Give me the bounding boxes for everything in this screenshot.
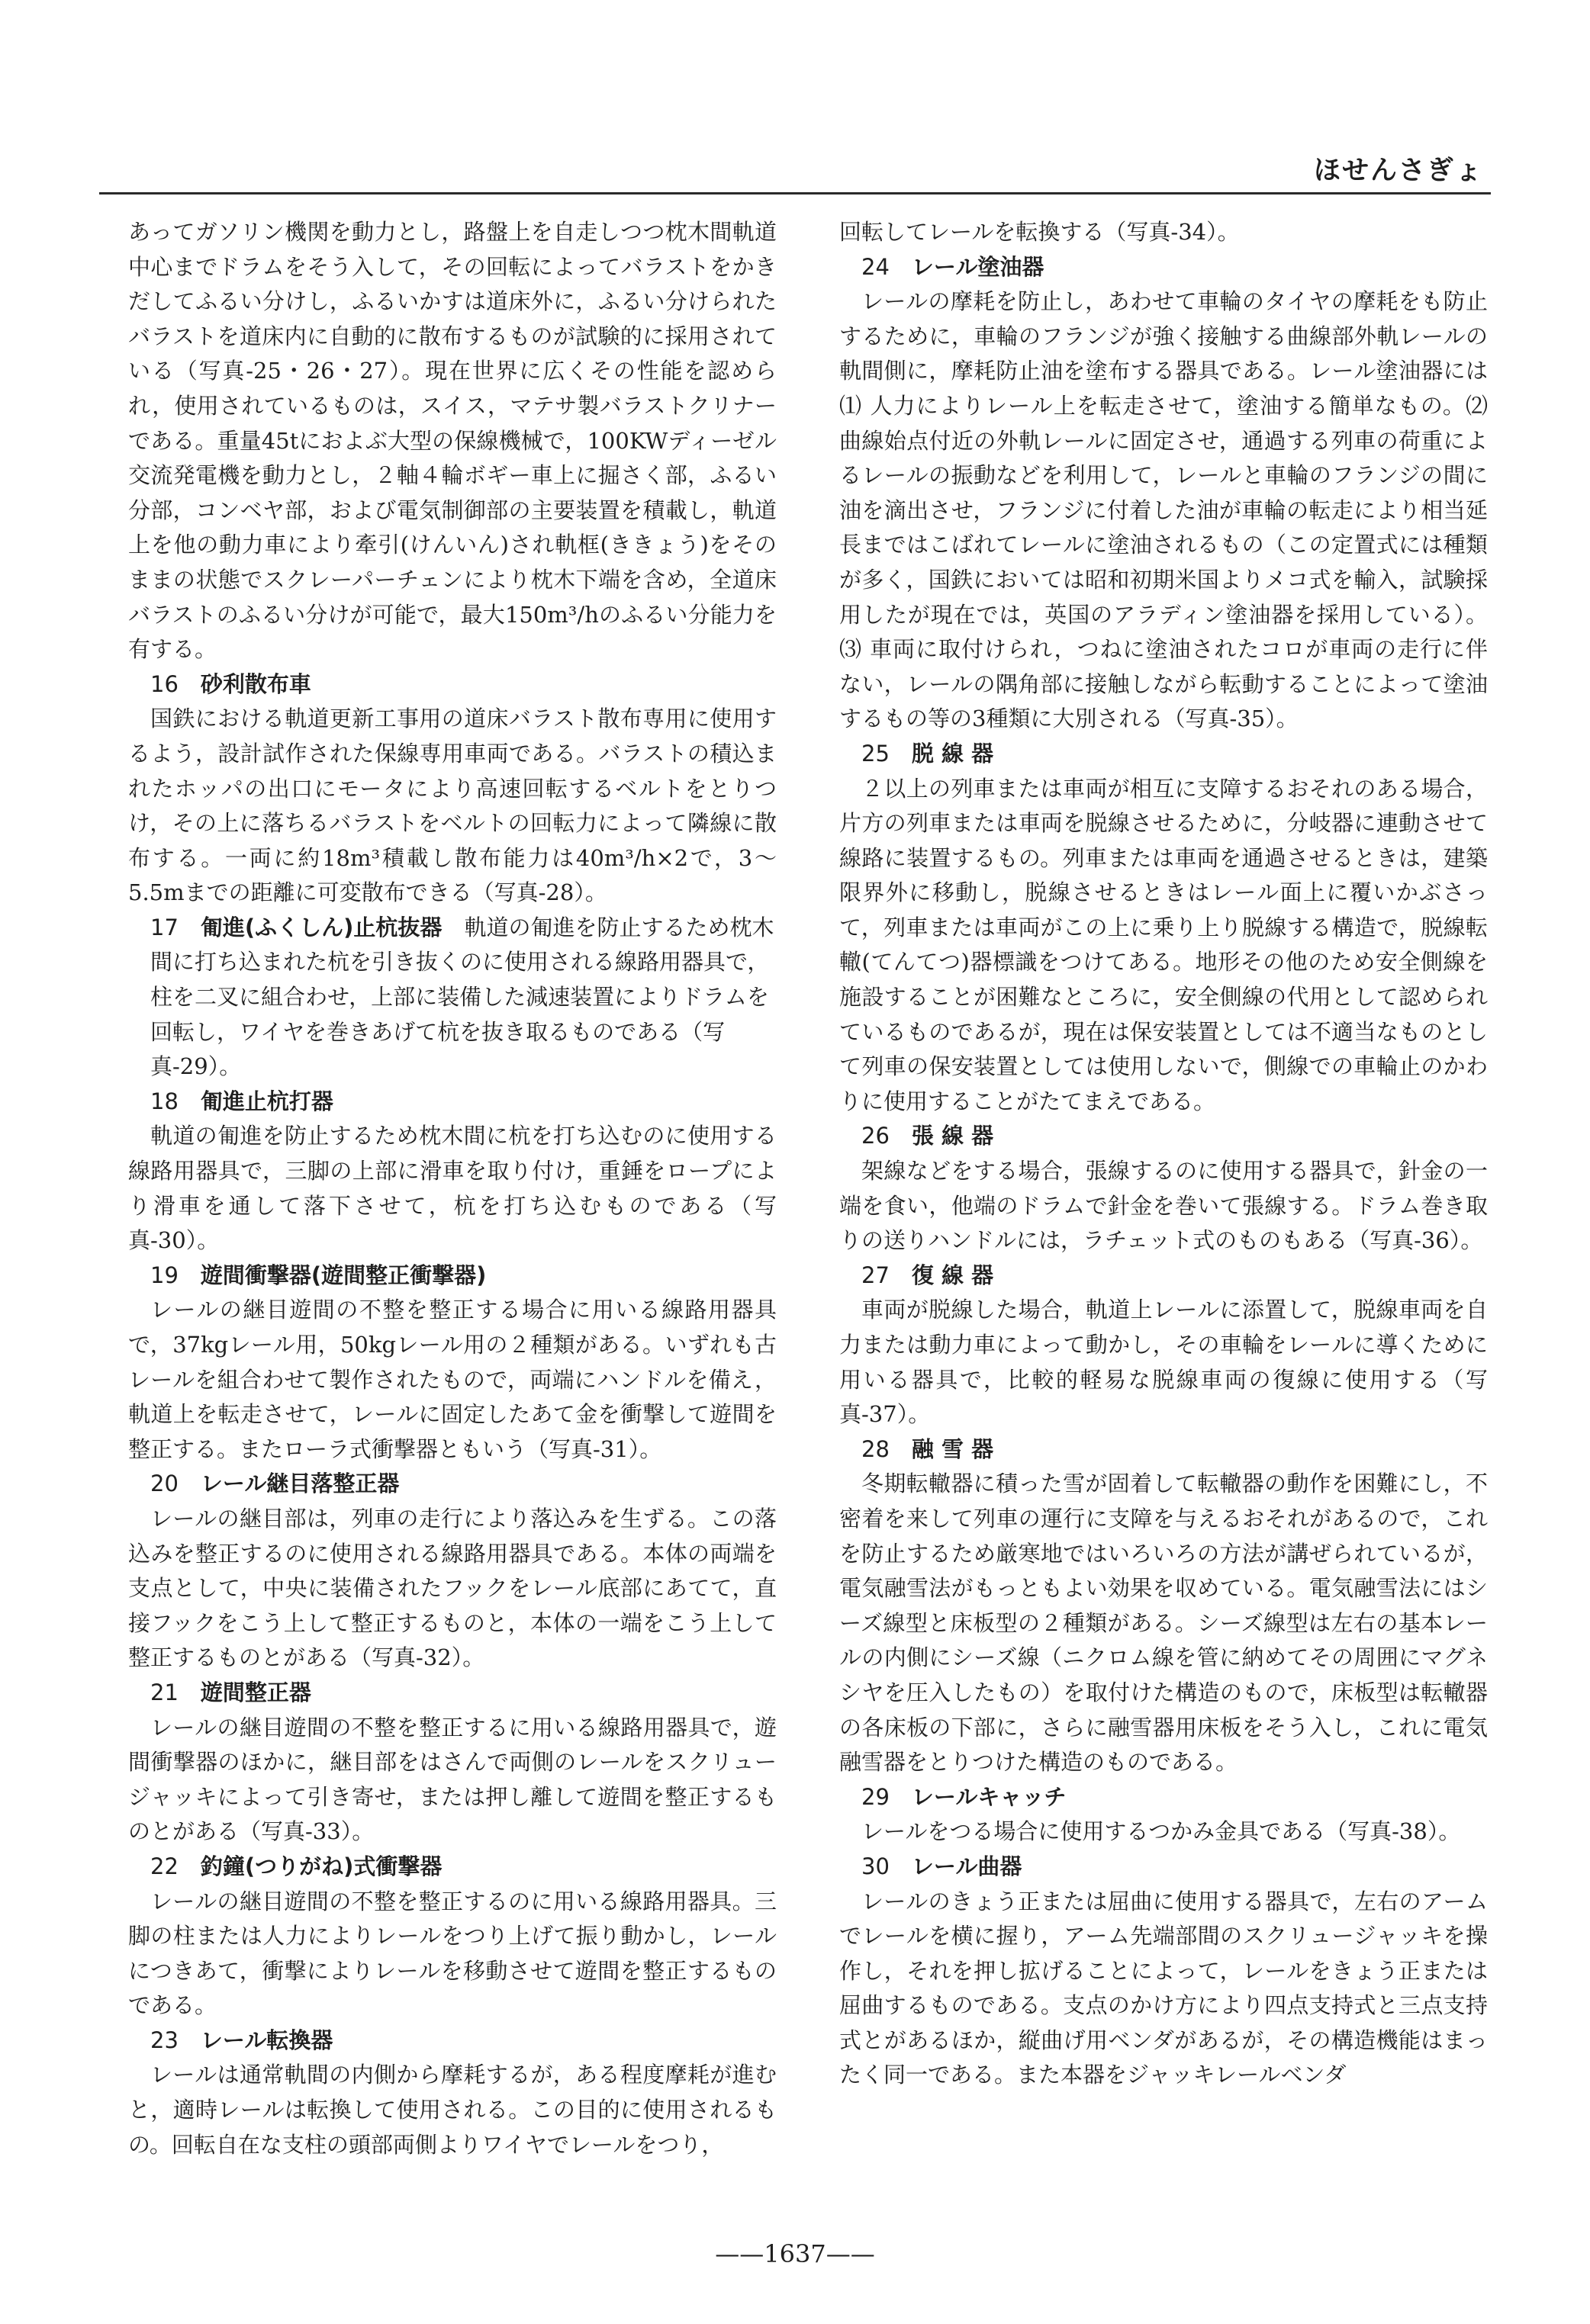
- section-number: 28: [861, 1435, 890, 1462]
- running-head: ほせんさぎょ: [1313, 156, 1483, 186]
- paragraph: あってガソリン機関を動力とし，路盤上を自走しつつ枕木間軌道中心までドラムをそう入して，その回転によってバラストをかきだしてふるい分けし，ふるいかすは道床外に，ふるい分けられたバラストを道床内に自動的に散布するものが試験的に採用されている（写真-25・26・27）。現在世界に広くその性能を認められ，使用されているものは，スイス，マテサ製バラストクリナーである。重量45tにおよぶ大型の保線機械で，100KWディーゼル交流発電機を動力とし，２軸４輪ボギー車上に掘さく部，ふるい分部，コンベヤ部，および電気制御部の主要装置を積載し，軌道上を他の動力車により牽引(けんいん)され軌框(ききょう)をそのままの状態でスクレーパーチェンにより枕木下端を含め，全道床バラストのふるい分けが可能で，最大150m³/hのふるい分能力を有する。: [128, 219, 777, 663]
- section-number: 26: [861, 1123, 890, 1149]
- section-title: 匍進止杭打器: [200, 1088, 333, 1114]
- section-number: 18: [150, 1088, 179, 1114]
- paragraph: レールは通常軌間の内側から摩耗するが，ある程度摩耗が進むと，適時レールは転換して使用される。この目的に使用されるもの。回転自在な支柱の頭部両側よりワイヤでレールをつり，: [128, 2062, 777, 2158]
- paragraph: レールをつる場合に使用するつかみ金具である（写真-38）。: [861, 1818, 1461, 1845]
- section-heading: [128, 2023, 777, 2059]
- left-column: [128, 215, 777, 2162]
- paragraph: 回転してレールを転換する（写真-34）。: [839, 219, 1240, 245]
- section-title: 匍進(ふくしん)止杭抜器: [200, 914, 443, 940]
- section-heading: [839, 1850, 1488, 1885]
- section-heading: [128, 1258, 777, 1294]
- section-heading: [839, 250, 1488, 285]
- section-number: 22: [150, 1853, 179, 1879]
- section-title: レール曲器: [911, 1853, 1022, 1879]
- paragraph: レールの継目遊間の不整を整正する場合に用いる線路用器具で，37kgレール用，50kgレール用の２種類がある。いずれも古レールを組合わせて製作されたもので，両端にハンドルを備え，軌道上を転走させて，レールに固定したあて金を衝撃して遊間を整正する。またローラ式衝撃器ともいう（写真-31）。: [128, 1297, 777, 1462]
- paragraph: レールの摩耗を防止し，あわせて車輪のタイヤの摩耗をも防止するために，車輪のフランジが強く接触する曲線部外軌レールの軌間側に，摩耗防止油を塗布する器具である。レール塗油器には ⑴ 人力によりレール上を転走させて，塗油する簡単なもの。⑵ 曲線始点付近の外軌レールに固定させ，通過する列車の荷重によるレールの振動などを利用して，レールと車輪のフランジの間に油を滴出させ，フランジに付着した油が車輪の転走により相当延長まではこばれてレールに塗油されるもの（この定置式には種類が多く，国鉄においては昭和初期米国よりメコ式を輸入，試験採用したが現在では，英国のアラディン塗油器を採用している）。⑶ 車両に取付けられ，つねに塗油されたコロが車両の走行に伴ない，レールの隅角部に接触しながら転動することによって塗油するもの等の3種類に大別される（写真-35）。: [839, 288, 1489, 732]
- paragraph: レールのきょう正または屈曲に使用する器具で，左右のアームでレールを横に握り，アーム先端部間のスクリュージャッキを操作し，それを押し拡げることによって，レールをきょう正または屈曲するものである。支点のかけ方により四点支持式と三点支持式とがあるほか，縦曲げ用ベンダがあるが，その構造機能はまったく同一である。また本器をジャッキレールベンダ: [839, 1888, 1488, 2088]
- section-title: 張 線 器: [911, 1123, 994, 1149]
- section-heading: [128, 911, 777, 1085]
- section-title: 遊間衝撃器(遊間整正衝撃器): [200, 1262, 487, 1288]
- paragraph: 国鉄における軌道更新工事用の道床バラスト散布専用に使用するよう，設計試作された保線専用車両である。バラストの積込まれたホッパの出口にモータにより高速回転するベルトをとりつけ，その上に落ちるバラストをベルトの回転力によって隣線に散布する。一両に約18m³積載し散布能力は40m³/h×2で，3～5.5mまでの距離に可変散布できる（写真-28）。: [128, 706, 777, 906]
- section-heading: [839, 737, 1488, 772]
- section-number: 19: [150, 1262, 179, 1288]
- section-number: 20: [150, 1471, 179, 1497]
- section-heading: [128, 1850, 777, 1885]
- page-number: ——1637——: [715, 2239, 875, 2268]
- section-number: 27: [861, 1262, 890, 1288]
- paragraph: 架線などをする場合，張線するのに使用する器具で，針金の一端を食い，他端のドラムで針金を巻いて張線する。ドラム巻き取りの送りハンドルには，ラチェット式のものもある（写真-36）。: [839, 1158, 1488, 1254]
- section-title: 融 雪 器: [911, 1435, 994, 1462]
- section-number: 30: [861, 1853, 890, 1879]
- section-heading: [128, 1085, 777, 1120]
- section-number: 16: [150, 670, 179, 697]
- paragraph: 冬期転轍器に積った雪が固着して転轍器の動作を困難にし，不密着を来して列車の運行に支障を与えるおそれがあるので，これを防止するため厳寒地ではいろいろの方法が講ぜられているが，電気融雪法がもっともよい効果を収めている。電気融雪法にはシーズ線型と床板型の２種類がある。シーズ線型は左右の基本レールの内側にシーズ線（ニクロム線を管に納めてその周囲にマグネシヤを圧入したもの）を取付けた構造のもので，床板型は転轍器の各床板の下部に，さらに融雪器用床板をそう入し，これに電気融雪器をとりつけた構造のものである。: [839, 1471, 1488, 1776]
- section-heading: [128, 1467, 777, 1502]
- section-title: レール転換器: [200, 2027, 333, 2053]
- section-title: 脱 線 器: [911, 740, 994, 767]
- paragraph: レールの継目遊間の不整を整正するのに用いる線路用器具。三脚の柱または人力によりレールをつり上げて振り動かし，レールにつきあて，衝撃によりレールを移動させて遊間を整正するものである。: [128, 1888, 777, 2019]
- paragraph: 軌道の匍進を防止するため枕木間に杭を打ち込むのに使用する線路用器具で，三脚の上部に滑車を取り付け，重錘をロープにより滑車を通して落下させて，杭を打ち込むものである（写真-30）。: [128, 1123, 777, 1254]
- right-column: [839, 215, 1488, 2093]
- section-heading: [839, 1119, 1488, 1154]
- section-title: 遊間整正器: [200, 1679, 311, 1705]
- section-title: レール塗油器: [911, 253, 1044, 280]
- section-heading: [839, 1258, 1488, 1294]
- section-heading: [839, 1780, 1488, 1815]
- section-heading: [839, 1432, 1488, 1467]
- section-heading: [128, 667, 777, 702]
- section-number: 25: [861, 740, 890, 767]
- paragraph: レールの継目部は，列車の走行により落込みを生ずる。この落込みを整正するのに使用される線路用器具である。本体の両端を支点として，中央に装備されたフックをレール底部にあてて，直接フックをこう上して整正するものと，本体の一端をこう上して整正するものとがある（写真-32）。: [128, 1505, 777, 1671]
- section-number: 24: [861, 253, 890, 280]
- section-heading: [128, 1676, 777, 1711]
- section-title: 復 線 器: [911, 1262, 994, 1288]
- paragraph: ２以上の列車または車両が相互に支障するおそれのある場合，片方の列車または車両を脱線させるために，分岐器に連動させて線路に装置するもの。列車または車両を通過させるときは，建築限界外に移動し，脱線させるときはレール面上に覆いかぶさって，列車または車両がこの上に乗り上り脱線する構造で，脱線転轍(てんてつ)器標識をつけてある。地形その他のため安全側線を施設することが困難なところに，安全側線の代用として認められているものであるが，現在は保安装置としては不適当なものとして列車の保安装置としては使用しないで，側線での車輪止のかわりに使用することがたてまえである。: [839, 775, 1488, 1114]
- paragraph: レールの継目遊間の不整を整正するに用いる線路用器具で，遊間衝撃器のほかに，継目部をはさんで両側のレールをスクリュージャッキによって引き寄せ，または押し離して遊間を整正するものとがある（写真-33）。: [128, 1714, 777, 1845]
- section-title: レールキャッチ: [911, 1783, 1067, 1810]
- section-title: 砂利散布車: [200, 670, 311, 697]
- paragraph: 車両が脱線した場合，軌道上レールに添置して，脱線車両を自力または動力車によって動かし，その車輪をレールに導くために用いる器具で，比較的軽易な脱線車両の復線に使用する（写真-37）。: [839, 1297, 1488, 1428]
- section-title: レール継目落整正器: [200, 1471, 400, 1497]
- header-rule: [99, 192, 1491, 194]
- section-number: 17: [150, 914, 179, 940]
- section-inline-text: 軌道の匍進を防止するため枕木間に打ち込まれた杭を引き抜くのに使用される線路用器具で，柱を二叉に組合わせ，上部に装備した減速装置によりドラムを回転し，ワイヤを巻きあげて杭を抜き取るものである（写真-29）。: [150, 914, 774, 1080]
- section-number: 23: [150, 2027, 179, 2053]
- section-title: 釣鐘(つりがね)式衝撃器: [200, 1853, 443, 1879]
- section-number: 29: [861, 1783, 890, 1810]
- section-number: 21: [150, 1679, 179, 1705]
